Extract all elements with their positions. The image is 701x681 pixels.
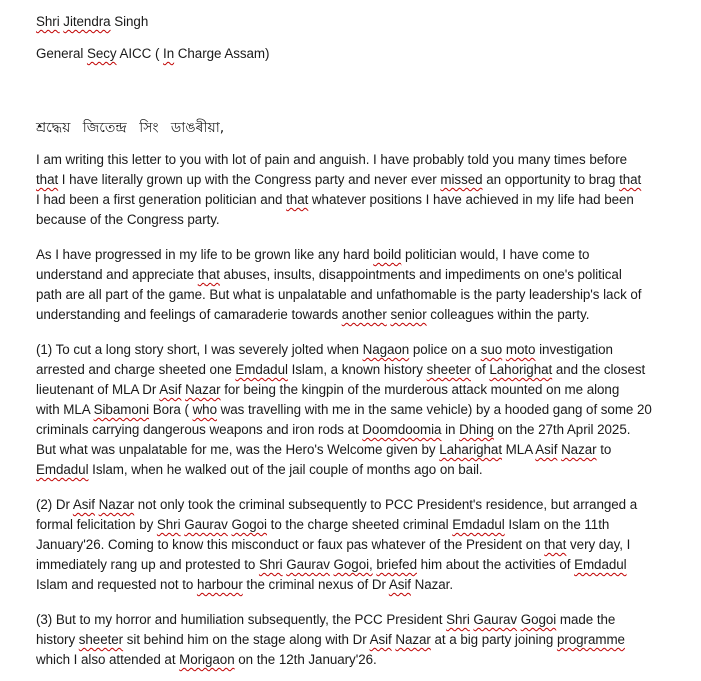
text-line: January'26. Coming to know this misconduct or faux pas whatever of the President on that very day, I (36, 537, 631, 552)
text-line: Islam and requested not to harbour the criminal nexus of Dr Asif Nazar. (36, 577, 454, 592)
text-line: with MLA Sibamoni Bora ( who was travelling with me in the same vehicle) by a hooded gang of some 20 (36, 402, 652, 417)
text-line: I am writing this letter to you with lot of pain and anguish. I have probably told you many times before (36, 152, 628, 167)
addressee-title: General Secy AICC ( In Charge Assam) (36, 46, 270, 61)
text-line: (2) Dr Asif Nazar not only took the criminal subsequently to PCC President's residence, but arranged a (36, 497, 638, 512)
text-line: But what was unpalatable for me, was the Hero's Welcome given by Laharighat MLA Asif Nazar to (36, 442, 612, 457)
text-line: arrested and charge sheeted one Emdadul Islam, a known history sheeter of Lahorighat and the closest (36, 362, 646, 377)
text-line: path are all part of the game. But what is unpalatable and unfathomable is the party leadership's lack of (36, 287, 642, 302)
text-line: formal felicitation by Shri Gaurav Gogoi to the charge sheeted criminal Emdadul Islam on the 11th (36, 517, 610, 532)
text-line: Emdadul Islam, when he walked out of the jail couple of months ago on bail. (36, 462, 483, 477)
text-line: understand and appreciate that abuses, insults, disappointments and impediments on one's political (36, 267, 622, 282)
text-line: (1) To cut a long story short, I was severely jolted when Nagaon police on a suo moto investigation (36, 342, 613, 357)
text-line: immediately rang up and protested to Shri Gaurav Gogoi, briefed him about the activities of Emdadul (36, 557, 627, 572)
text-line: which I also attended at Morigaon on the 12th January'26. (36, 652, 377, 667)
text-line: understanding and feelings of camaraderie towards another senior colleagues within the party. (36, 307, 590, 322)
addressee-name: Shri Jitendra Singh (36, 14, 149, 29)
salutation: শ্ৰদ্ধেয় জিতেন্দ্ৰ সিং ডাঙৰীয়া, (36, 120, 225, 136)
text-line: I had been a first generation politician and that whatever positions I have achieved in my life had been (36, 192, 634, 207)
text-line: criminals carrying dangerous weapons and iron rods at Doomdoomia in Dhing on the 27th April 2025. (36, 422, 631, 437)
text-line: As I have progressed in my life to be grown like any hard boild politician would, I have come to (36, 247, 590, 262)
text-line: lieutenant of MLA Dr Asif Nazar for being the kingpin of the murderous attack mounted on me along (36, 382, 620, 397)
text-line: that I have literally grown up with the Congress party and never ever missed an opportunity to brag that (36, 172, 642, 187)
text-line: history sheeter sit behind him on the stage along with Dr Asif Nazar at a big party joining programme (36, 632, 625, 647)
text-line: (3) But to my horror and humiliation subsequently, the PCC President Shri Gaurav Gogoi made the (36, 612, 616, 627)
text-line: because of the Congress party. (36, 212, 220, 227)
